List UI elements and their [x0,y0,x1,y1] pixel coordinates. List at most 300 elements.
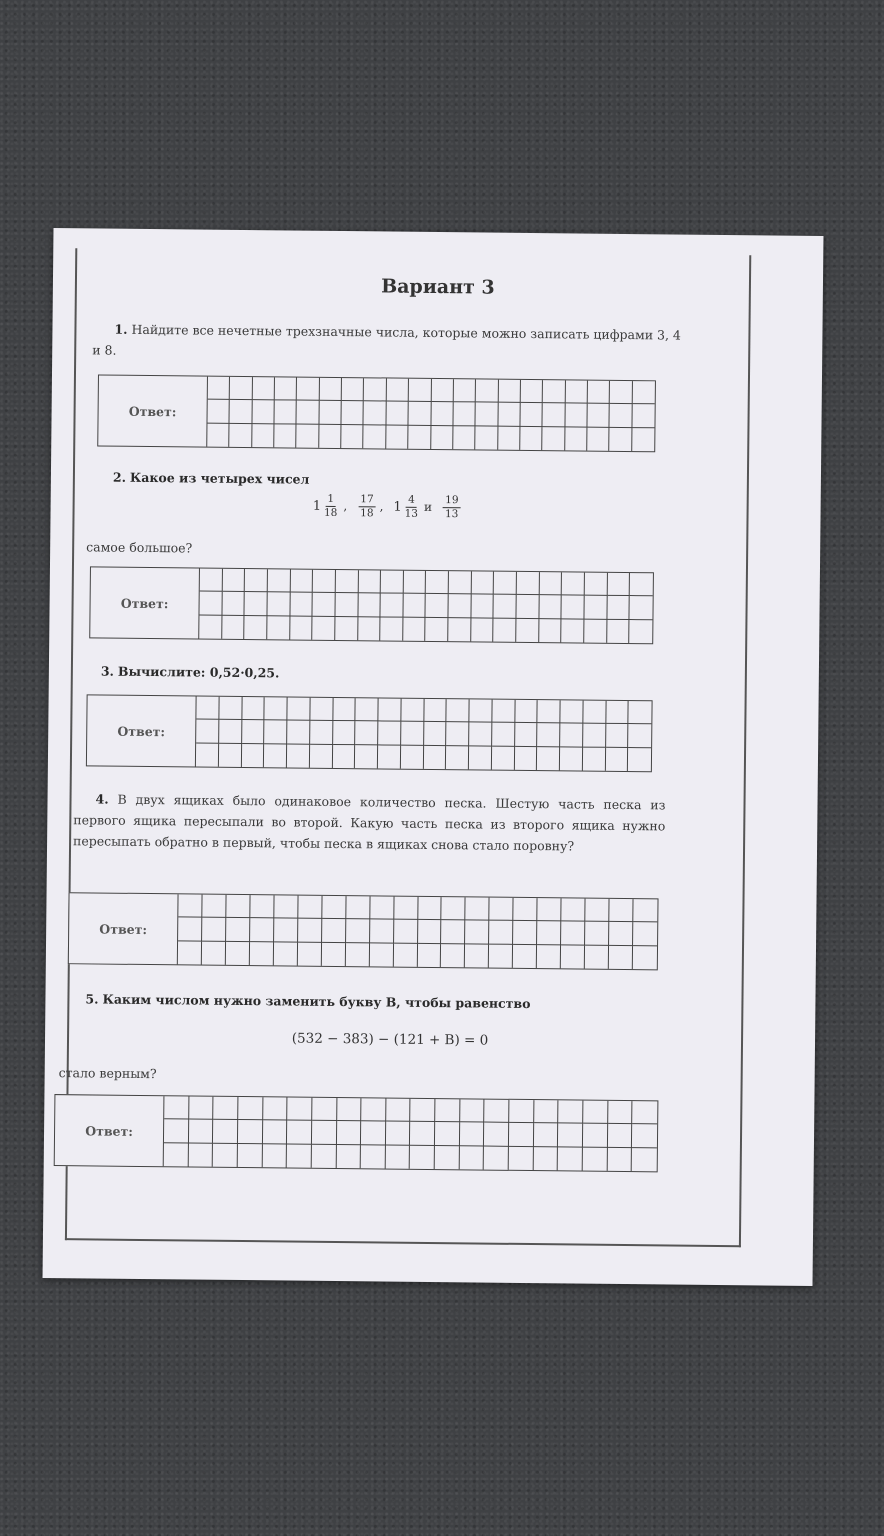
answer-cell[interactable] [449,594,472,618]
answer-cell[interactable] [441,920,465,944]
answer-cell[interactable] [250,918,274,942]
answer-cell[interactable] [538,700,561,724]
answer-cell[interactable] [322,896,346,920]
answer-cell[interactable] [633,946,657,970]
answer-cell[interactable] [346,919,370,943]
answer-cell[interactable] [632,1124,657,1148]
answer-cell[interactable] [290,616,313,640]
answer-cell[interactable] [297,378,320,402]
answer-cell[interactable] [417,944,441,968]
answer-cell[interactable] [498,380,521,404]
answer-cell[interactable] [245,592,268,616]
answer-cell[interactable] [252,400,275,424]
answer-cell[interactable] [380,617,403,641]
answer-grid[interactable] [198,569,653,644]
answer-cell[interactable] [230,400,253,424]
answer-cell[interactable] [312,1121,337,1145]
answer-cell[interactable] [370,896,394,920]
answer-cell[interactable] [189,1120,214,1144]
answer-cell[interactable] [264,721,287,745]
answer-cell[interactable] [632,428,655,452]
answer-cell[interactable] [533,1147,558,1171]
answer-cell[interactable] [381,594,404,618]
answer-cell[interactable] [242,720,265,744]
answer-cell[interactable] [178,894,202,918]
answer-cell[interactable] [336,570,359,594]
answer-cell[interactable] [562,596,585,620]
answer-cell[interactable] [409,379,432,403]
answer-cell[interactable] [189,1096,214,1120]
answer-cell[interactable] [356,698,379,722]
answer-cell[interactable] [543,380,566,404]
answer-cell[interactable] [454,379,477,403]
answer-cell[interactable] [267,616,290,640]
answer-cell[interactable] [319,401,342,425]
answer-cell[interactable] [403,594,426,618]
answer-cell[interactable] [521,380,544,404]
answer-cell[interactable] [364,402,387,426]
answer-cell[interactable] [401,745,424,769]
answer-cell[interactable] [226,895,250,919]
answer-cell[interactable] [583,1147,608,1171]
answer-cell[interactable] [310,744,333,768]
answer-cell[interactable] [222,592,245,616]
answer-cell[interactable] [213,1120,238,1144]
answer-cell[interactable] [424,722,447,746]
answer-cell[interactable] [516,619,539,643]
answer-cell[interactable] [287,1097,312,1121]
answer-cell[interactable] [321,943,345,967]
answer-cell[interactable] [484,1123,509,1147]
answer-cell[interactable] [408,425,431,449]
answer-cell[interactable] [630,596,653,620]
answer-cell[interactable] [341,425,364,449]
answer-cell[interactable] [561,945,585,969]
answer-cell[interactable] [200,569,223,593]
answer-cell[interactable] [431,426,454,450]
answer-cell[interactable] [543,403,566,427]
answer-cell[interactable] [630,620,653,644]
answer-cell[interactable] [471,618,494,642]
answer-cell[interactable] [605,747,628,771]
answer-cell[interactable] [560,747,583,771]
answer-cell[interactable] [265,697,288,721]
answer-cell[interactable] [274,942,298,966]
answer-cell[interactable] [411,1099,436,1123]
answer-cell[interactable] [298,919,322,943]
answer-cell[interactable] [207,400,230,424]
answer-cell[interactable] [310,698,333,722]
answer-cell[interactable] [460,1123,485,1147]
answer-cell[interactable] [386,425,409,449]
answer-cell[interactable] [219,720,242,744]
answer-cell[interactable] [435,1146,460,1170]
answer-cell[interactable] [561,922,585,946]
answer-cell[interactable] [401,699,424,723]
answer-cell[interactable] [447,699,470,723]
answer-cell[interactable] [262,1144,287,1168]
answer-cell[interactable] [287,721,310,745]
answer-cell[interactable] [219,697,242,721]
answer-cell[interactable] [364,378,387,402]
answer-cell[interactable] [199,592,222,616]
answer-box-2[interactable] [89,566,654,644]
answer-cell[interactable] [610,381,633,405]
answer-cell[interactable] [226,918,250,942]
answer-cell[interactable] [585,945,609,969]
answer-cell[interactable] [418,897,442,921]
answer-cell[interactable] [202,941,226,965]
answer-cell[interactable] [453,426,476,450]
answer-cell[interactable] [423,746,446,770]
answer-cell[interactable] [322,919,346,943]
answer-cell[interactable] [202,895,226,919]
answer-cell[interactable] [498,403,521,427]
answer-cell[interactable] [542,427,565,451]
answer-cell[interactable] [609,922,633,946]
answer-cell[interactable] [222,615,245,639]
answer-cell[interactable] [498,426,521,450]
answer-cell[interactable] [606,724,629,748]
answer-cell[interactable] [610,404,633,428]
answer-cell[interactable] [241,744,264,768]
answer-cell[interactable] [178,918,202,942]
answer-cell[interactable] [606,701,629,725]
answer-cell[interactable] [431,379,454,403]
answer-cell[interactable] [520,403,543,427]
answer-cell[interactable] [584,619,607,643]
answer-cell[interactable] [336,1145,361,1169]
answer-cell[interactable] [369,943,393,967]
answer-cell[interactable] [401,722,424,746]
answer-cell[interactable] [196,743,219,767]
answer-cell[interactable] [520,427,543,451]
answer-cell[interactable] [539,572,562,596]
answer-cell[interactable] [489,944,513,968]
answer-cell[interactable] [238,1097,263,1121]
answer-cell[interactable] [513,945,537,969]
answer-cell[interactable] [608,1124,633,1148]
answer-cell[interactable] [387,378,410,402]
answer-cell[interactable] [361,1098,386,1122]
answer-cell[interactable] [337,1098,362,1122]
answer-cell[interactable] [435,1122,460,1146]
answer-cell[interactable] [336,1121,361,1145]
answer-cell[interactable] [471,571,494,595]
answer-cell[interactable] [386,1099,411,1123]
answer-cell[interactable] [332,745,355,769]
answer-cell[interactable] [610,427,633,451]
answer-cell[interactable] [287,744,310,768]
answer-cell[interactable] [583,1124,608,1148]
answer-cell[interactable] [333,698,356,722]
answer-cell[interactable] [409,402,432,426]
answer-box-1[interactable] [97,374,656,452]
answer-cell[interactable] [494,595,517,619]
answer-cell[interactable] [607,619,630,643]
answer-cell[interactable] [609,899,633,923]
answer-cell[interactable] [476,403,499,427]
answer-cell[interactable] [562,572,585,596]
answer-cell[interactable] [319,424,342,448]
answer-cell[interactable] [178,941,202,965]
answer-cell[interactable] [208,377,231,401]
answer-cell[interactable] [213,1097,238,1121]
answer-cell[interactable] [312,616,335,640]
answer-cell[interactable] [534,1100,559,1124]
answer-cell[interactable] [346,896,370,920]
answer-cell[interactable] [559,1100,584,1124]
answer-cell[interactable] [629,701,652,725]
answer-cell[interactable] [628,724,651,748]
answer-cell[interactable] [583,747,606,771]
answer-cell[interactable] [207,423,230,447]
answer-cell[interactable] [517,595,540,619]
answer-cell[interactable] [587,404,610,428]
answer-cell[interactable] [539,595,562,619]
answer-cell[interactable] [485,1100,510,1124]
answer-cell[interactable] [263,1097,288,1121]
answer-grid[interactable] [206,377,655,452]
answer-cell[interactable] [230,377,253,401]
answer-cell[interactable] [386,1122,411,1146]
answer-cell[interactable] [585,899,609,923]
answer-cell[interactable] [219,743,242,767]
answer-cell[interactable] [213,1143,238,1167]
answer-cell[interactable] [274,895,298,919]
answer-cell[interactable] [274,919,298,943]
answer-cell[interactable] [238,1120,263,1144]
answer-box-4[interactable] [68,892,659,970]
answer-cell[interactable] [370,920,394,944]
answer-cell[interactable] [410,1122,435,1146]
answer-cell[interactable] [469,699,492,723]
answer-cell[interactable] [492,700,515,724]
answer-cell[interactable] [245,569,268,593]
answer-cell[interactable] [565,380,588,404]
answer-cell[interactable] [607,596,630,620]
answer-cell[interactable] [333,721,356,745]
answer-cell[interactable] [361,1145,386,1169]
answer-cell[interactable] [378,722,401,746]
answer-cell[interactable] [394,897,418,921]
answer-cell[interactable] [312,1144,337,1168]
answer-cell[interactable] [312,1098,337,1122]
answer-cell[interactable] [290,593,313,617]
answer-cell[interactable] [410,1145,435,1169]
answer-cell[interactable] [275,377,298,401]
answer-cell[interactable] [607,573,630,597]
answer-cell[interactable] [466,897,490,921]
answer-cell[interactable] [633,899,657,923]
answer-cell[interactable] [514,898,538,922]
answer-cell[interactable] [188,1143,213,1167]
answer-cell[interactable] [250,895,274,919]
answer-grid[interactable] [177,894,658,969]
answer-cell[interactable] [509,1100,534,1124]
answer-cell[interactable] [565,404,588,428]
answer-cell[interactable] [386,402,409,426]
answer-cell[interactable] [537,921,561,945]
answer-cell[interactable] [558,1124,583,1148]
answer-cell[interactable] [342,378,365,402]
answer-box-5[interactable] [54,1094,659,1172]
answer-cell[interactable] [513,921,537,945]
answer-cell[interactable] [560,700,583,724]
answer-box-3[interactable] [86,694,653,772]
answer-cell[interactable] [558,1147,583,1171]
answer-cell[interactable] [199,615,222,639]
answer-cell[interactable] [584,596,607,620]
answer-cell[interactable] [250,942,274,966]
answer-cell[interactable] [287,697,310,721]
answer-cell[interactable] [222,569,245,593]
answer-cell[interactable] [469,746,492,770]
answer-cell[interactable] [297,401,320,425]
answer-cell[interactable] [230,424,253,448]
answer-cell[interactable] [441,944,465,968]
answer-cell[interactable] [453,403,476,427]
answer-cell[interactable] [630,573,653,597]
answer-cell[interactable] [252,424,275,448]
answer-cell[interactable] [632,404,655,428]
answer-cell[interactable] [515,700,538,724]
answer-cell[interactable] [426,618,449,642]
answer-cell[interactable] [355,722,378,746]
answer-cell[interactable] [335,593,358,617]
answer-cell[interactable] [287,1121,312,1145]
answer-cell[interactable] [537,945,561,969]
answer-cell[interactable] [378,745,401,769]
answer-grid[interactable] [163,1096,658,1171]
answer-cell[interactable] [426,571,449,595]
answer-cell[interactable] [608,1101,633,1125]
answer-cell[interactable] [509,1123,534,1147]
answer-cell[interactable] [633,1101,658,1125]
answer-cell[interactable] [358,570,381,594]
answer-cell[interactable] [509,1146,534,1170]
answer-cell[interactable] [297,424,320,448]
answer-cell[interactable] [515,723,538,747]
answer-cell[interactable] [287,1144,312,1168]
answer-cell[interactable] [628,748,651,772]
answer-cell[interactable] [268,569,291,593]
answer-cell[interactable] [319,378,342,402]
answer-cell[interactable] [275,401,298,425]
answer-cell[interactable] [446,746,469,770]
answer-cell[interactable] [310,721,333,745]
answer-cell[interactable] [465,921,489,945]
answer-cell[interactable] [489,921,513,945]
answer-cell[interactable] [632,381,655,405]
answer-cell[interactable] [632,1148,657,1172]
answer-cell[interactable] [267,593,290,617]
answer-cell[interactable] [345,943,369,967]
answer-cell[interactable] [492,723,515,747]
answer-cell[interactable] [585,922,609,946]
answer-cell[interactable] [517,572,540,596]
answer-cell[interactable] [290,569,313,593]
answer-cell[interactable] [313,570,336,594]
answer-cell[interactable] [358,617,381,641]
answer-cell[interactable] [435,1099,460,1123]
answer-cell[interactable] [196,720,219,744]
answer-cell[interactable] [537,723,560,747]
answer-cell[interactable] [585,573,608,597]
answer-cell[interactable] [446,722,469,746]
answer-cell[interactable] [587,427,610,451]
answer-cell[interactable] [263,1121,288,1145]
answer-cell[interactable] [393,943,417,967]
answer-cell[interactable] [426,594,449,618]
answer-cell[interactable] [609,946,633,970]
answer-cell[interactable] [583,724,606,748]
answer-cell[interactable] [560,724,583,748]
answer-cell[interactable] [404,571,427,595]
answer-cell[interactable] [494,572,517,596]
answer-cell[interactable] [361,1122,386,1146]
answer-cell[interactable] [335,617,358,641]
answer-cell[interactable] [298,896,322,920]
answer-cell[interactable] [164,1120,189,1144]
answer-cell[interactable] [442,897,466,921]
answer-cell[interactable] [484,1146,509,1170]
answer-cell[interactable] [633,922,657,946]
answer-cell[interactable] [469,723,492,747]
answer-cell[interactable] [475,426,498,450]
answer-cell[interactable] [381,570,404,594]
answer-cell[interactable] [403,617,426,641]
answer-cell[interactable] [607,1148,632,1172]
answer-cell[interactable] [226,941,250,965]
answer-cell[interactable] [562,619,585,643]
answer-cell[interactable] [583,701,606,725]
answer-cell[interactable] [386,1145,411,1169]
answer-cell[interactable] [202,918,226,942]
answer-cell[interactable] [448,618,471,642]
answer-cell[interactable] [494,618,517,642]
answer-cell[interactable] [537,747,560,771]
answer-cell[interactable] [588,381,611,405]
answer-cell[interactable] [424,699,447,723]
answer-grid[interactable] [195,697,652,772]
answer-cell[interactable] [355,745,378,769]
answer-cell[interactable] [164,1143,189,1167]
answer-cell[interactable] [364,425,387,449]
answer-cell[interactable] [539,619,562,643]
answer-cell[interactable] [459,1146,484,1170]
answer-cell[interactable] [252,377,275,401]
answer-cell[interactable] [358,594,381,618]
answer-cell[interactable] [298,942,322,966]
answer-cell[interactable] [583,1101,608,1125]
answer-cell[interactable] [534,1123,559,1147]
answer-cell[interactable] [238,1144,263,1168]
answer-cell[interactable] [492,746,515,770]
answer-cell[interactable] [274,424,297,448]
answer-cell[interactable] [394,920,418,944]
answer-cell[interactable] [264,744,287,768]
answer-cell[interactable] [476,379,499,403]
answer-cell[interactable] [490,898,514,922]
answer-cell[interactable] [431,402,454,426]
answer-cell[interactable] [313,593,336,617]
answer-cell[interactable] [196,697,219,721]
answer-cell[interactable] [342,401,365,425]
answer-cell[interactable] [471,595,494,619]
answer-cell[interactable] [538,898,562,922]
answer-cell[interactable] [514,747,537,771]
